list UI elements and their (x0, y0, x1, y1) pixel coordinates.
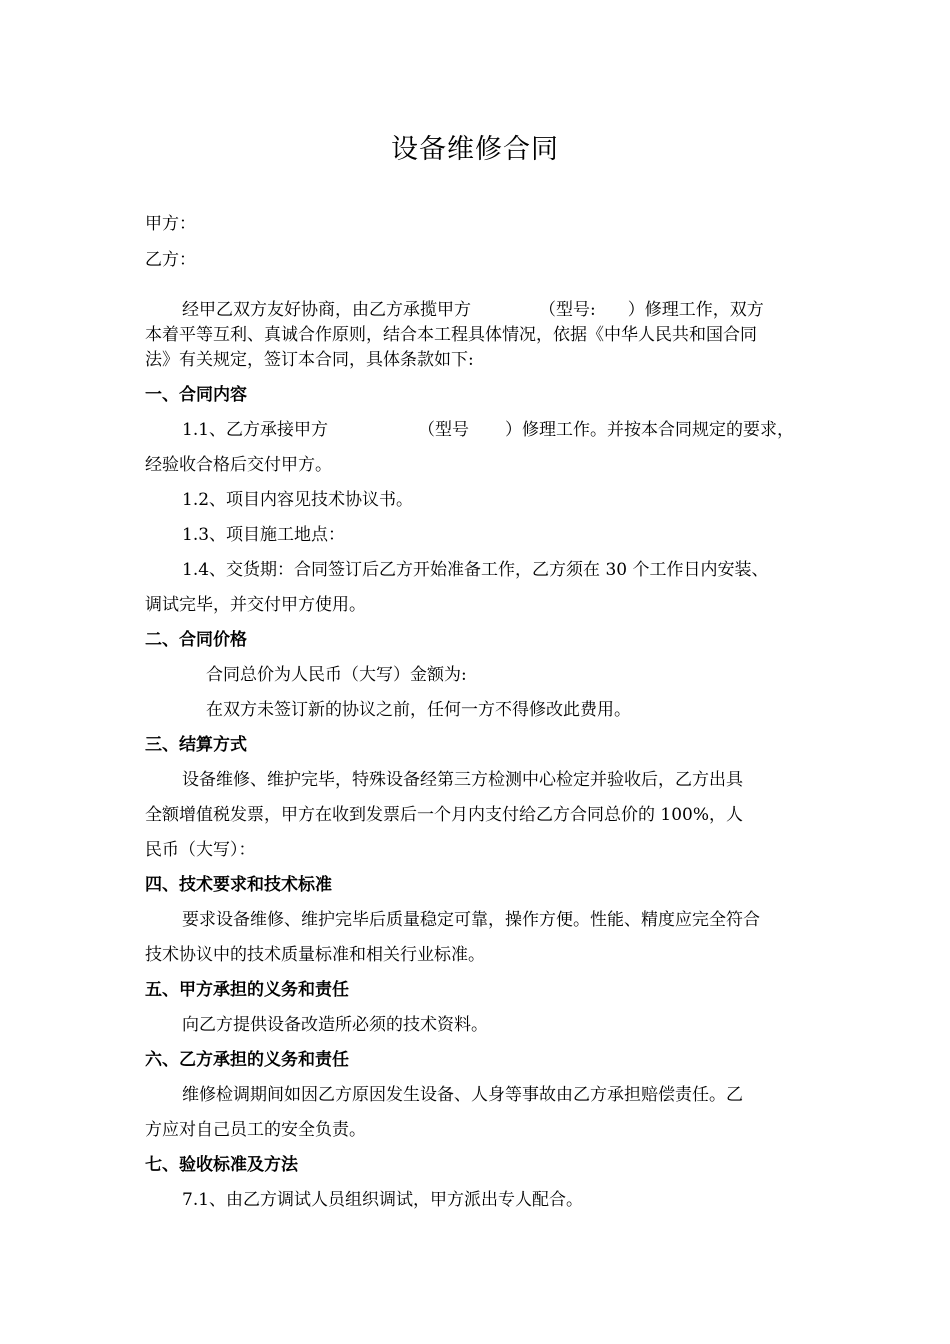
item-1-1-text-b: （型号 (418, 420, 470, 440)
section-2-heading: 二、合同价格 (145, 630, 247, 650)
section-4-heading: 四、技术要求和技术标准 (145, 875, 332, 895)
document-title: 设备维修合同 (391, 134, 559, 165)
party-a-label: 甲方： (145, 214, 196, 234)
section-5-heading: 五、甲方承担的义务和责任 (145, 980, 349, 1000)
item-1-1 (182, 418, 852, 442)
intro-text-c: ）修理工作，双方 (627, 300, 764, 320)
section-6-line-2: 方应对自己员工的安全负责。 (145, 1120, 366, 1140)
intro-line-2: 本着平等互利、真诚合作原则，结合本工程具体情况，依据《中华人民共和国合同 (145, 325, 757, 345)
section-2-line-1: 合同总价为人民币（大写）金额为: (206, 665, 467, 685)
section-7-heading: 七、验收标准及方法 (145, 1155, 298, 1175)
item-7-1: 7.1、由乙方调试人员组织调试，甲方派出专人配合。 (182, 1190, 584, 1210)
item-1-3: 1.3、项目施工地点： (182, 525, 346, 545)
section-5-line-1: 向乙方提供设备改造所必须的技术资料。 (182, 1015, 488, 1035)
intro-line-3: 法》有关规定，签订本合同，具体条款如下: (145, 350, 474, 370)
intro-text-a: 经甲乙双方友好协商，由乙方承揽甲方 (182, 300, 471, 320)
section-6-line-1: 维修检调期间如因乙方原因发生设备、人身等事故由乙方承担赔偿责任。乙 (182, 1085, 743, 1105)
section-4-line-1: 要求设备维修、维护完毕后质量稳定可靠，操作方便。性能、精度应完全符合 (182, 910, 760, 930)
section-4-line-2: 技术协议中的技术质量标准和相关行业标准。 (145, 945, 485, 965)
intro-line-1 (182, 298, 852, 322)
section-3-heading: 三、结算方式 (145, 735, 247, 755)
item-1-4-line-1: 1.4、交货期：合同签订后乙方开始准备工作，乙方须在 30 个工作日内安装、 (182, 560, 769, 580)
intro-text-b: （型号: (539, 300, 596, 320)
item-1-4-line-2: 调试完毕，并交付甲方使用。 (145, 595, 366, 615)
item-1-1-line-2: 经验收合格后交付甲方。 (145, 455, 332, 475)
section-1-heading: 一、合同内容 (145, 385, 247, 405)
section-3-line-3: 民币（大写）： (145, 840, 256, 860)
section-2-line-2: 在双方未签订新的协议之前，任何一方不得修改此费用。 (206, 700, 631, 720)
section-3-line-2: 全额增值税发票，甲方在收到发票后一个月内支付给乙方合同总价的 100%，人 (145, 805, 744, 825)
party-b-label: 乙方： (145, 250, 196, 270)
section-6-heading: 六、乙方承担的义务和责任 (145, 1050, 349, 1070)
item-1-1-text-a: 1.1、乙方承接甲方 (182, 420, 329, 440)
item-1-2: 1.2、项目内容见技术协议书。 (182, 490, 414, 510)
item-1-1-text-c: ）修理工作。并按本合同规定的要求， (505, 420, 795, 440)
section-3-line-1: 设备维修、维护完毕，特殊设备经第三方检测中心检定并验收后，乙方出具 (182, 770, 743, 790)
